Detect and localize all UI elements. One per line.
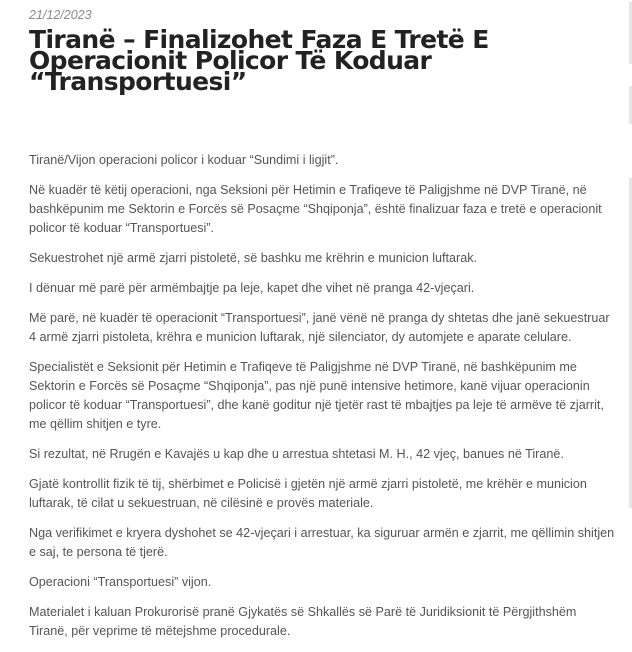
- paragraph-6: Specialistët e Seksionit për Hetimin e Trafiqeve të Paligjshme në DVP Tiranë, në bashkëpunim me Sektorin e Forcës së Posaçme “Shqiponja”, pas një punë intensive hetimore, kanë vijuar operacionin policor të koduar “Transportuesi”, dhe kanë goditur një tjetër rast të mbajtjes pa leje të armëve të zjarrit, me qëllim shitjen e tyre.: [29, 360, 604, 431]
- article-body: [29, 151, 615, 652]
- paragraph-5: Më parë, në kuadër të operacionit “Transportuesi”, janë vënë në pranga dy shtetas dhe janë sekuestruar 4 armë zjarri pistoleta, krëhra e municion luftarak, një silenciator, dy automjete e aparate celulare.: [29, 311, 610, 344]
- paragraph-7: Si rezultat, në Rrugën e Kavajës u kap dhe u arrestua shtetasi M. H., 42 vjeç, banues në Tiranë.: [29, 447, 564, 461]
- paragraph-1: Tiranë/Vijon operacioni policor i koduar “Sundimi i ligjit”.: [29, 153, 339, 167]
- paragraph-9: Nga verifikimet e kryera dyshohet se 42-vjeçari i arrestuar, ka siguruar armën e zjarrit, me qëllimin shitjen e saj, te persona të tjerë.: [29, 526, 615, 559]
- paragraph-2: Në kuadër të këtij operacioni, nga Seksioni për Hetimin e Trafiqeve të Paligjshme në DVP Tiranë, në bashkëpunim me Sektorin e Forcës së Posaçme “Shqiponja”, është finalizuar faza e tretë e operacionit policor të koduar “Transportuesi”.: [29, 183, 602, 235]
- article-title: Tiranë – Finalizohet Faza E Tretë E Operacionit Policor Të Koduar “Transportuesi”: [29, 25, 489, 96]
- paragraph-11: Materialet i kaluan Prokurorisë pranë Gjykatës së Shkallës së Parë të Juridiksionit të Përgjithshëm Tiranë, për veprime të mëtejshme procedurale.: [29, 605, 577, 638]
- paragraph-8: Gjatë kontrollit fizik të tij, shërbimet e Policisë i gjetën një armë zjarri pistoletë, me krëhër e municion luftarak, të cilat u sekuestruan, në cilësinë e provës materiale.: [29, 477, 587, 510]
- paragraph-3: Sekuestrohet një armë zjarri pistoletë, së bashku me krëhrin e municion luftarak.: [29, 251, 477, 265]
- paragraph-10: Operacioni “Transportuesi” vijon.: [29, 575, 212, 589]
- paragraph-4: I dënuar më parë për armëmbajtje pa leje, kapet dhe vihet në pranga 42-vjeçari.: [29, 281, 475, 295]
- article-date: 21/12/2023: [29, 8, 92, 22]
